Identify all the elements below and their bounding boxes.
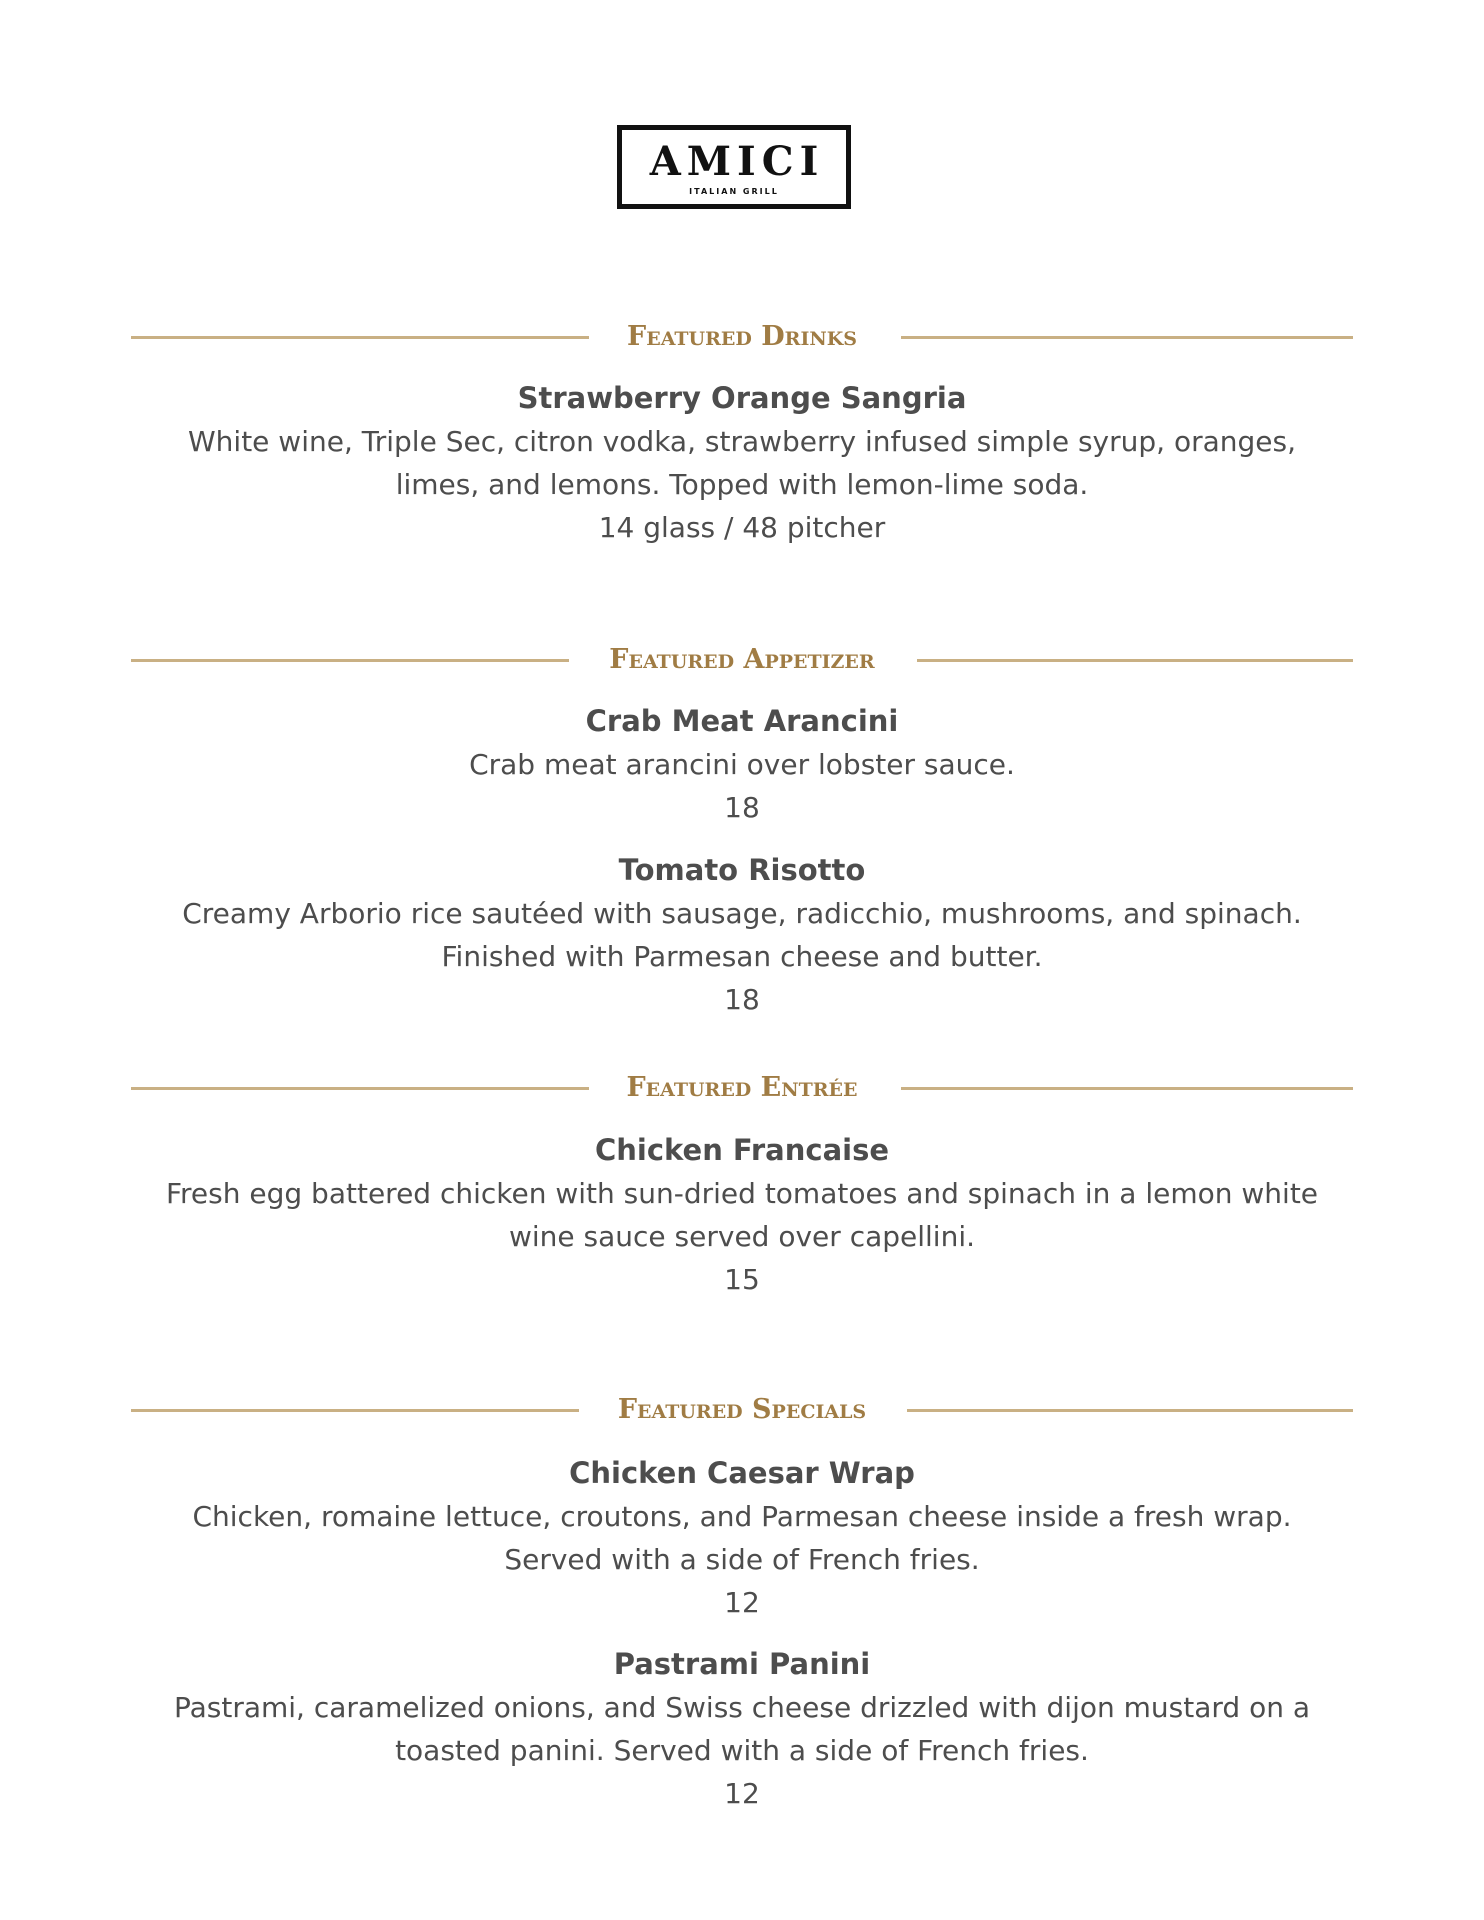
item-price: 15 xyxy=(724,1263,760,1296)
menu-item xyxy=(0,849,1484,1021)
item-description-line: Chicken, romaine lettuce, croutons, and Parmesan cheese inside a fresh wrap. xyxy=(192,1500,1292,1533)
section-title: Featured Entrée xyxy=(626,1072,858,1103)
divider-right xyxy=(907,1409,1353,1412)
item-description-line: Finished with Parmesan cheese and butter. xyxy=(441,940,1043,973)
section-header-drinks xyxy=(131,317,1353,357)
logo-tagline: ITALIAN GRILL xyxy=(689,187,779,196)
item-description-line: wine sauce served over capellini. xyxy=(508,1220,976,1253)
item-description-line: Creamy Arborio rice sautéed with sausage, radicchio, mushrooms, and spinach. xyxy=(182,897,1302,930)
item-name: Chicken Francaise xyxy=(594,1133,890,1167)
section-title: Featured Specials xyxy=(617,1394,867,1425)
divider-right xyxy=(901,336,1353,339)
item-name: Pastrami Panini xyxy=(613,1647,871,1681)
item-description-line: toasted panini. Served with a side of French fries. xyxy=(395,1734,1089,1767)
item-description-line: Crab meat arancini over lobster sauce. xyxy=(469,748,1015,781)
divider-right xyxy=(917,659,1353,662)
menu-item xyxy=(0,1643,1484,1815)
section-header-entree xyxy=(131,1068,1353,1108)
section-title: Featured Appetizer xyxy=(609,644,875,675)
item-name: Tomato Risotto xyxy=(618,853,866,887)
item-name: Chicken Caesar Wrap xyxy=(569,1456,915,1490)
item-description-line: Fresh egg battered chicken with sun-dried tomatoes and spinach in a lemon white xyxy=(165,1177,1319,1210)
menu-item xyxy=(0,1452,1484,1624)
section-header-specials xyxy=(131,1390,1353,1430)
menu-item xyxy=(0,1129,1484,1301)
item-description-line: Pastrami, caramelized onions, and Swiss cheese drizzled with dijon mustard on a xyxy=(173,1691,1311,1724)
divider-right xyxy=(901,1087,1353,1090)
section-title: Featured Drinks xyxy=(627,321,857,352)
logo-name: AMICI xyxy=(649,138,825,185)
item-name: Strawberry Orange Sangria xyxy=(517,381,967,415)
item-description-line: Served with a side of French fries. xyxy=(504,1543,980,1576)
item-price: 12 xyxy=(724,1586,760,1619)
item-description-line: White wine, Triple Sec, citron vodka, strawberry infused simple syrup, oranges, xyxy=(187,425,1296,458)
item-price: 18 xyxy=(724,983,760,1016)
item-price: 14 glass / 48 pitcher xyxy=(598,511,886,544)
section-header-appetizer xyxy=(131,640,1353,680)
item-price: 18 xyxy=(724,791,760,824)
item-name: Crab Meat Arancini xyxy=(585,704,899,738)
menu-item xyxy=(0,377,1484,549)
restaurant-logo xyxy=(617,125,851,209)
item-price: 12 xyxy=(724,1777,760,1810)
item-description-line: limes, and lemons. Topped with lemon-lime soda. xyxy=(395,468,1089,501)
menu-item xyxy=(0,700,1484,829)
